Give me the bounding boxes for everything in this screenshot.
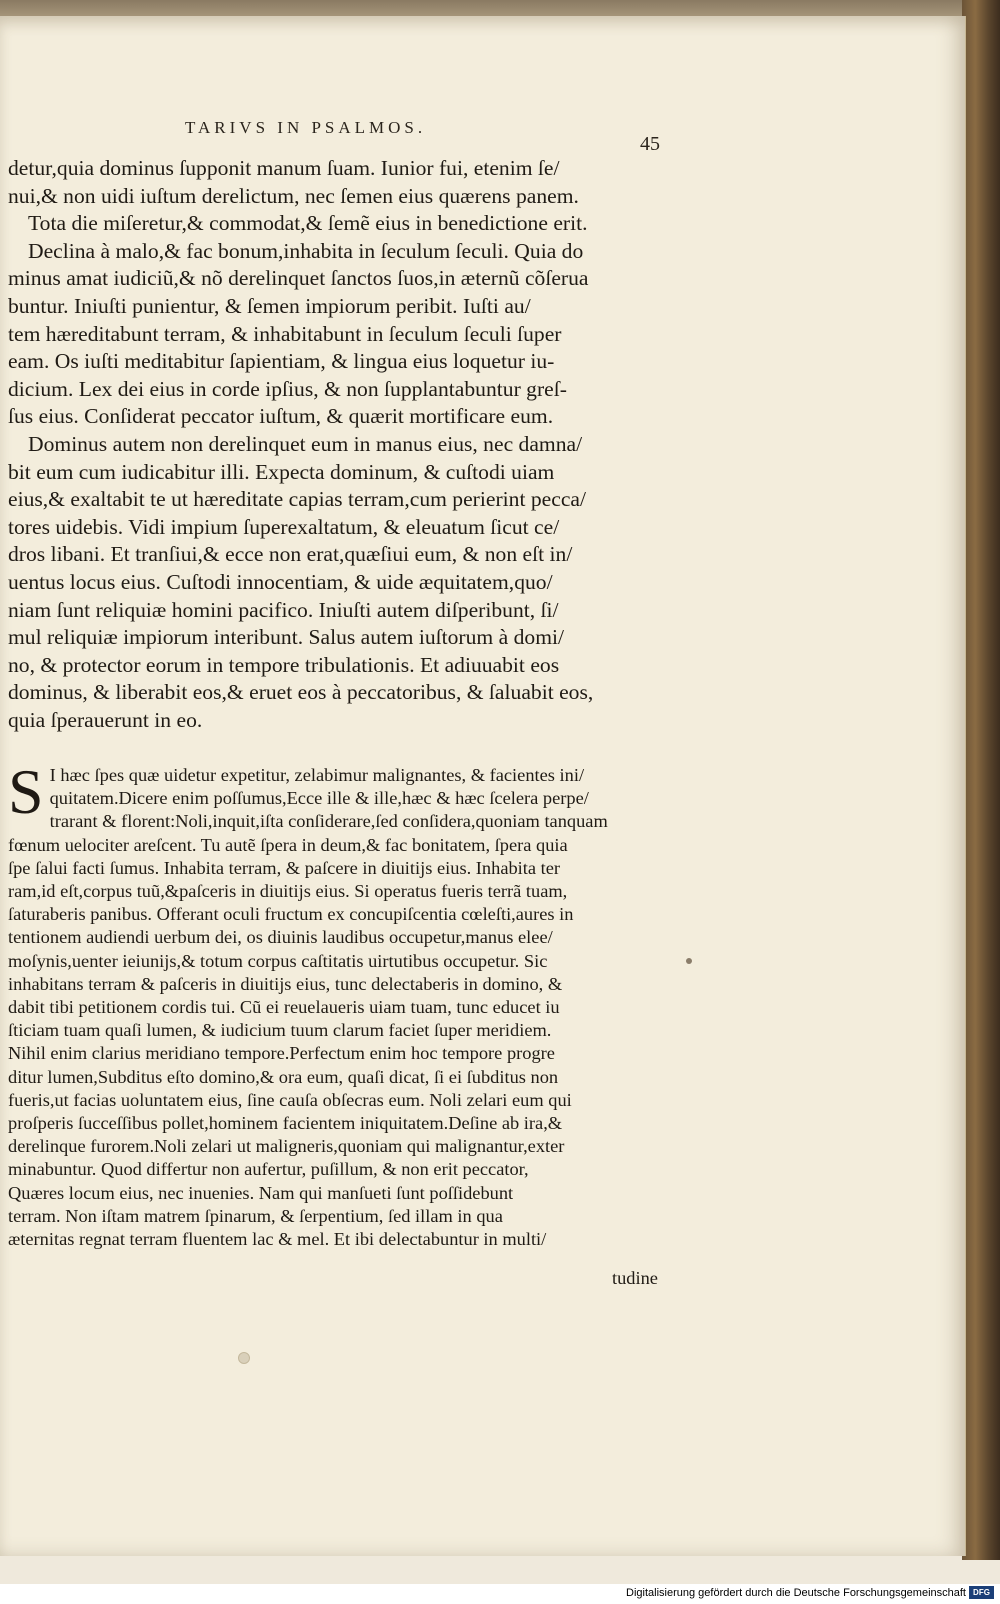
book-fore-edge [962,0,1000,1560]
psalm-line: detur,quia dominus ſupponit manum ſuam. Iunior fui, etenim ſe/ [8,156,560,180]
commentary-line: moſynis,uenter ieiunijs,& totum corpus caſtitatis uirtutibus occupetur. Sic [8,950,548,971]
page-number: 45 [640,133,660,155]
commentary-line: Nihil enim clarius meridiano tempore.Perfectum enim hoc tempore progre [8,1043,555,1064]
catchword: tudine [612,1268,658,1288]
commentary-line: fueris,ut facias uoluntatem eius, ſine cauſa obſecras eum. Noli zelari eum qui [8,1089,572,1110]
psalm-line: buntur. Iniuſti punientur, & ſemen impiorum peribit. Iuſti au/ [8,293,531,318]
commentary-line: derelinque furorem.Noli zelari ut maligneris,quoniam qui malignantur,exter [8,1136,565,1157]
commentary-line: ſticiam tuam quaſi lumen, & iudicium tuum clarum faciet ſuper meridiem. [8,1020,552,1041]
psalm-line: dros libani. Et tranſiui,& ecce non erat,quæſiui eum, & non eſt in/ [8,542,573,567]
commentary-block [8,756,676,1251]
psalm-line: niam ſunt reliquiæ homini pacifico. Iniuſti autem diſperibunt, ſi/ [8,597,559,622]
psalm-line: ſus eius. Conſiderat peccator iuſtum, & quærit mortificare eum. [8,404,554,429]
commentary-line: minabuntur. Quod differtur non aufertur, puſillum, & non erit peccator, [8,1159,529,1180]
commentary-line: ſpe ſalui facti ſumus. Inhabita terram, & paſcere in diuitijs eius. Inhabita ter [8,857,561,878]
psalm-line: tores uidebis. Vidi impium ſuperexaltatum, & eleuatum ſicut ce/ [8,514,560,539]
psalm-line: Tota die miſeretur,& commodat,& ſemẽ eius in benedictione erit. [28,211,588,236]
commentary-line: terram. Non iſtam matrem ſpinarum, & ſerpentium, ſed illam in qua [8,1205,503,1226]
psalm-line: no, & protector eorum in tempore tribulationis. Et adiuuabit eos [8,652,560,677]
psalm-line: mul reliquiæ impiorum interibunt. Salus autem iuſtorum à domi/ [8,625,564,650]
paper-spot [238,1352,250,1364]
psalm-line: eius,& exaltabit te ut hæreditate capias terram,cum perierint pecca/ [8,487,586,512]
commentary-line: quitatem.Dicere enim poſſumus,Ecce ille & ille,hæc & hæc ſcelera perpe/ [49,788,589,809]
commentary-line: ditur lumen,Subditus eſto domino,& ora eum, quaſi dicat, ſi ei ſubditus non [8,1066,559,1087]
psalm-line: bit eum cum iudicabitur illi. Expecta dominum, & cuſtodi uiam [8,459,555,484]
commentary-line: trarant & florent:Noli,inquit,iſta conſiderare,ſed conſidera,quoniam tanquam [49,811,608,832]
psalm-line: tem hæreditabunt terram, & inhabitabunt in ſeculum ſeculi ſuper [8,321,562,346]
margin-mark [686,958,692,964]
commentary-line: tentionem audiendi uerbum dei, os diuinis laudibus occupetur,manus elee/ [8,927,553,948]
commentary-line: Quæres locum eius, nec inuenies. Nam qui manſueti ſunt poſſidebunt [8,1182,514,1203]
psalm-line: Dominus autem non derelinquet eum in manus eius, nec damna/ [28,431,583,456]
drop-cap: S [8,756,44,827]
commentary-line: dabit tibi petitionem cordis tui. Cũ ei reuelaueris uiam tuam, tunc educet iu [8,997,560,1018]
commentary-line: æternitas regnat terram fluentem lac & mel. Et ibi delectabuntur in multi/ [8,1229,547,1250]
running-head: TARIVS IN PSALMOS. [185,118,427,137]
dfg-logo: DFG [969,1586,994,1599]
psalm-line: dicium. Lex dei eius in corde ipſius, & non ſupplantabuntur greſ- [8,376,567,401]
commentary-line: fœnum uelociter areſcent. Tu autẽ ſpera in deum,& fac bonitatem, ſpera quia [8,834,568,855]
psalm-line: uentus locus eius. Cuſtodi innocentiam, & uide æquitatem,quo/ [8,569,553,594]
funding-credit: Digitalisierung gefördert durch die Deutsche Forschungsgemeinschaft [626,1587,966,1599]
psalm-line: eam. Os iuſti meditabitur ſapientiam, & lingua eius loquetur iu- [8,349,555,374]
commentary-line: proſperis ſucceſſibus pollet,hominem facientem iniquitatem.Deſine ab ira,& [8,1113,563,1134]
commentary-line: ſaturaberis panibus. Offerant oculi fructum ex concupiſcentia cœleſti,aures in [8,904,574,925]
psalm-line: quia ſperauerunt in eo. [8,707,203,732]
commentary-line: inhabitans terram & paſceris in diuitijs eius, tunc delectaberis in domino, & [8,973,563,994]
commentary-line: I hæc ſpes quæ uidetur expetitur, zelabimur malignantes, & facientes ini/ [49,765,585,785]
psalm-line: nui,& non uidi iuſtum derelictum, nec ſemen eius quærens panem. [8,183,579,208]
commentary-line: ram,id eſt,corpus tuũ,&paſceris in diuitijs eius. Si operatus fueris terrã tuam, [8,881,568,902]
psalm-line: Declina à malo,& fac bonum,inhabita in ſeculum ſeculi. Quia do [28,238,584,263]
psalm-text-block [8,155,676,734]
psalm-line: minus amat iudiciũ,& nõ derelinquet ſanctos ſuos,in æternũ cõſerua [8,266,589,291]
psalm-line: dominus, & liberabit eos,& eruet eos à peccatoribus, & ſaluabit eos, [8,680,594,705]
